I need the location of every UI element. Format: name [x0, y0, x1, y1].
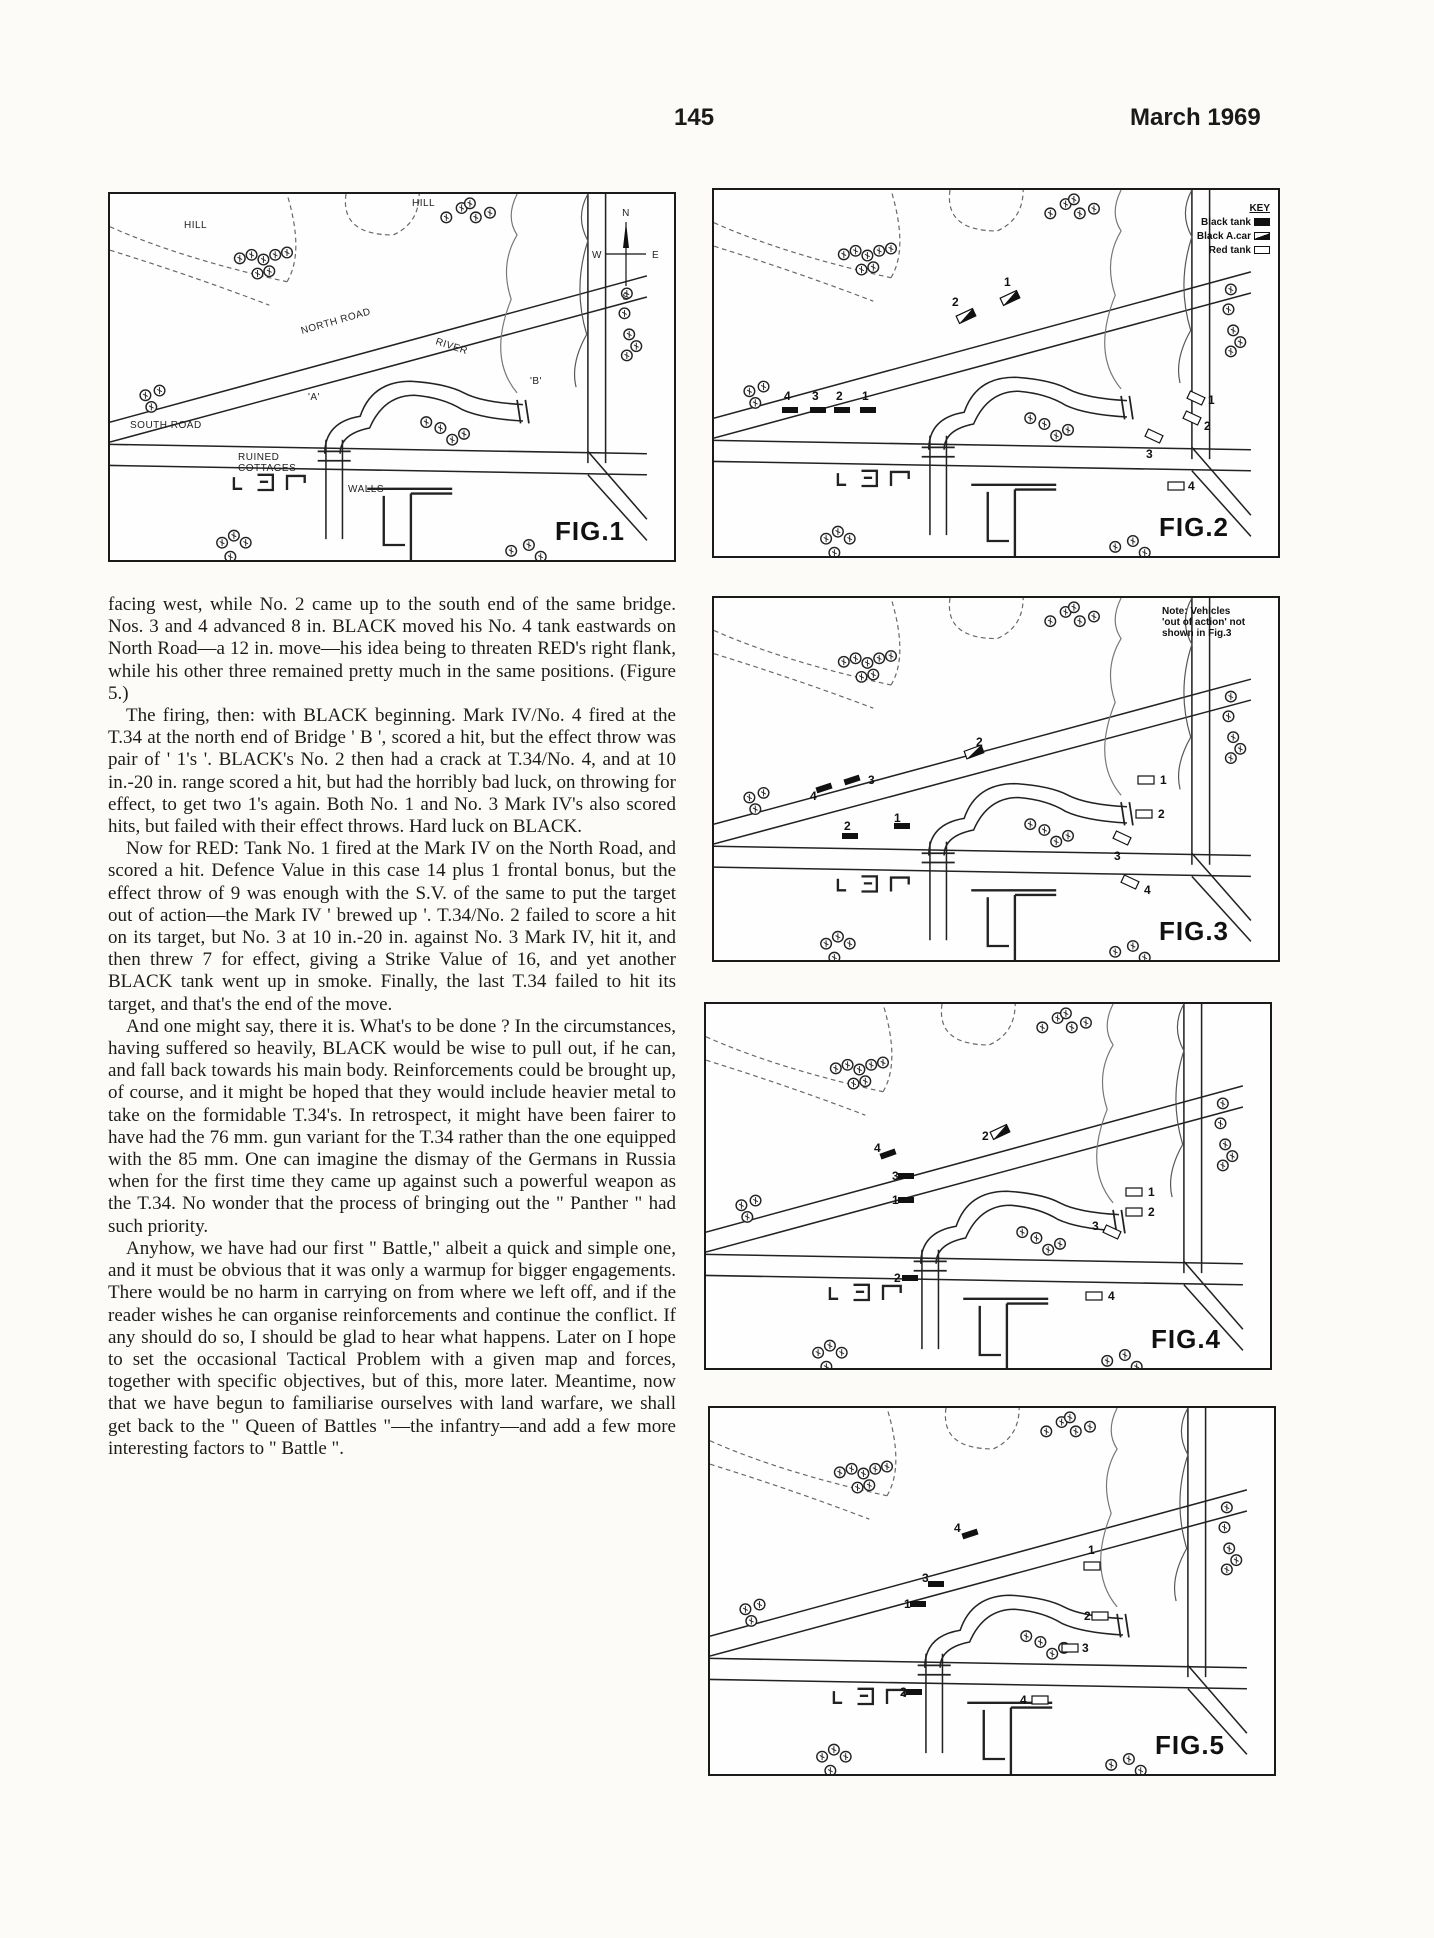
- paragraph-4: And one might say, there it is. What's to be done ? In the circumstances, having suffered so heavily, BLACK would be wise to pull out, if he can, and fall back towards his main body. Reinforcements could be brought up, of course, and it might be hoped that they would include heavier metal to take on the formidable T.34's. In retrospect, it might have been fairer to have had the 76 mm. gun variant for the T.34 rather than the one equipped with the 85 mm. One can imagine the dismay of the Germans in Russia when for the first time they came up against such a powerful weapon as the T.34. No wonder that the process of bringing out the " Panther " had such priority.: [108, 1015, 676, 1237]
- bridge-a-label: 'A': [308, 392, 320, 403]
- black-tank-1-label: 1: [892, 1193, 899, 1207]
- red-tank-3-label: 3: [1146, 447, 1153, 461]
- black-tank-2-label: 2: [844, 819, 851, 833]
- red-tank-2-label: 2: [1158, 807, 1165, 821]
- red-tank-4-label: 4: [1108, 1289, 1115, 1303]
- red-tank-2-label: 2: [1148, 1205, 1155, 1219]
- page-number: 145: [674, 104, 715, 131]
- black-acar-1-label: 1: [1004, 275, 1011, 289]
- ruined-label: RUINED: [238, 452, 280, 463]
- black-tank-2-label: 2: [836, 389, 843, 403]
- black-tank-swatch-icon: [1254, 218, 1270, 226]
- paragraph-5: Anyhow, we have had our first " Battle," albeit a quick and simple one, and it must be obvious that it was only a warmup for bigger engagements. There would be no harm in carrying on from where we left off, and if the reader wishes he can organise reinforcements and continue the conflict. If any should do so, I should be glad to hear what happens. Later on I hope to set the occasional Tactical Problem with a given map and forces, together with specific objectives, but of this, more later. Meantime, now that we have begun to familiarise ourselves with land warfare, we shall get back to the " Queen of Battles "—the infantry—and add a few more interesting factors to " Battle ".: [108, 1237, 676, 1459]
- red-tank-swatch-icon: [1254, 246, 1270, 254]
- figure-4-caption: FIG.4: [1151, 1324, 1222, 1354]
- black-acar-swatch-icon: [1254, 232, 1270, 240]
- figure-2-map: [712, 188, 1280, 558]
- black-tank-2-label: 2: [900, 1685, 907, 1699]
- compass-n: N: [622, 208, 630, 219]
- black-acar-2-label: 2: [952, 295, 959, 309]
- red-tank-1-label: 1: [1088, 1543, 1095, 1557]
- figure-3-map: [712, 596, 1280, 962]
- paragraph-1: facing west, while No. 2 came up to the south end of the same bridge. Nos. 3 and 4 advanced 8 in. BLACK moved his No. 4 tank eastwards on North Road—a 12 in. move—his idea being to threaten RED's right flank, while his other three remained pretty much in the same positions. (Figure 5.): [108, 594, 676, 704]
- fig3-note: Note: Vehicles 'out of action' not shown in Fig.3: [1162, 606, 1246, 639]
- black-acar-2-label: 2: [982, 1129, 989, 1143]
- compass-s: S: [622, 292, 630, 303]
- walls-label: WALLS: [348, 484, 385, 495]
- black-tank-4-label: 4: [874, 1141, 881, 1155]
- black-tank-4-label: 4: [954, 1521, 961, 1535]
- key-black-tank-label: Black tank: [1200, 217, 1251, 228]
- black-tank-1-label: 1: [904, 1597, 911, 1611]
- paragraph-2: The firing, then: with BLACK beginning. Mark IV/No. 4 fired at the T.34 at the north end of Bridge ' B ', scored a hit, but the effect throw was pair of ' 1's '. BLACK's No. 2 then had a crack at T.34/No. 4, and at 10 in.-20 in. range scored a hit, but had the horribly bad luck, on throwing for effect, to get two 1's again. Both No. 1 and No. 3 Mark IV's also scored hits, but failed with their effect throws. Hard luck on BLACK.: [108, 705, 676, 838]
- figure-2-caption: FIG.2: [1159, 512, 1230, 542]
- key-red-tank-label: Red tank: [1208, 245, 1251, 256]
- river-label: RIVER: [434, 336, 469, 358]
- black-tank-4-label: 4: [784, 389, 791, 403]
- figure-1-map: [108, 192, 676, 562]
- compass-e: E: [652, 250, 660, 261]
- black-tank-3-label: 3: [922, 1571, 929, 1585]
- red-tank-2-label: 2: [1084, 1609, 1091, 1623]
- figure-1-caption: FIG.1: [555, 516, 626, 546]
- bridge-b-label: 'B': [530, 376, 542, 387]
- figure-5-map: [708, 1406, 1276, 1776]
- key-black-acar-label: Black A.car: [1196, 231, 1251, 242]
- red-tank-3-label: 3: [1114, 849, 1121, 863]
- issue-date: March 1969: [1130, 104, 1261, 131]
- black-tank-3-label: 3: [812, 389, 819, 403]
- red-tank-4-label: 4: [1020, 1693, 1027, 1707]
- red-tank-1-label: 1: [1160, 773, 1167, 787]
- red-tank-3-label: 3: [1082, 1641, 1089, 1655]
- hill-left-label: HILL: [184, 220, 208, 231]
- key-title: KEY: [1249, 203, 1270, 214]
- figure-4-map: [704, 1002, 1272, 1370]
- red-tank-1-label: 1: [1208, 393, 1215, 407]
- cottages-label: COTTAGES: [238, 463, 297, 474]
- black-tank-2-label: 2: [894, 1271, 901, 1285]
- red-tank-4-label: 4: [1188, 479, 1195, 493]
- compass-w: W: [592, 250, 602, 261]
- south-road-label: SOUTH ROAD: [130, 420, 202, 431]
- north-road-label: NORTH ROAD: [299, 306, 373, 337]
- black-tank-3-label: 3: [892, 1169, 899, 1183]
- article-body: [108, 594, 676, 1460]
- black-tank-4-label: 4: [810, 789, 817, 803]
- black-acar-2-label: 2: [976, 735, 983, 749]
- black-tank-1-label: 1: [894, 811, 901, 825]
- map-key: [1197, 202, 1270, 258]
- red-tank-1-label: 1: [1148, 1185, 1155, 1199]
- red-tank-3-label: 3: [1092, 1219, 1099, 1233]
- hill-top-label: HILL: [412, 198, 436, 209]
- red-tank-4-label: 4: [1144, 883, 1151, 897]
- red-tank-2-label: 2: [1204, 419, 1211, 433]
- black-tank-3-label: 3: [868, 773, 875, 787]
- paragraph-3: Now for RED: Tank No. 1 fired at the Mark IV on the North Road, and scored a hit. Defence Value in this case 14 plus 1 frontal bonus, but the effect throw of 9 was enough with the S.V. of the same to put the target out of action—the Mark IV ' brewed up '. T.34/No. 2 failed to score a hit on its target, but No. 3 at 10 in.-20 in. against No. 3 Mark IV, hit it, and then threw 7 for effect, giving a Strike Value of 16, and yet another BLACK tank went up in smoke. Finally, the last T.34 failed to hit its target, and that's the end of the move.: [108, 838, 676, 1015]
- figure-5-caption: FIG.5: [1155, 1730, 1226, 1760]
- figure-3-caption: FIG.3: [1159, 916, 1230, 946]
- black-tank-1-label: 1: [862, 389, 869, 403]
